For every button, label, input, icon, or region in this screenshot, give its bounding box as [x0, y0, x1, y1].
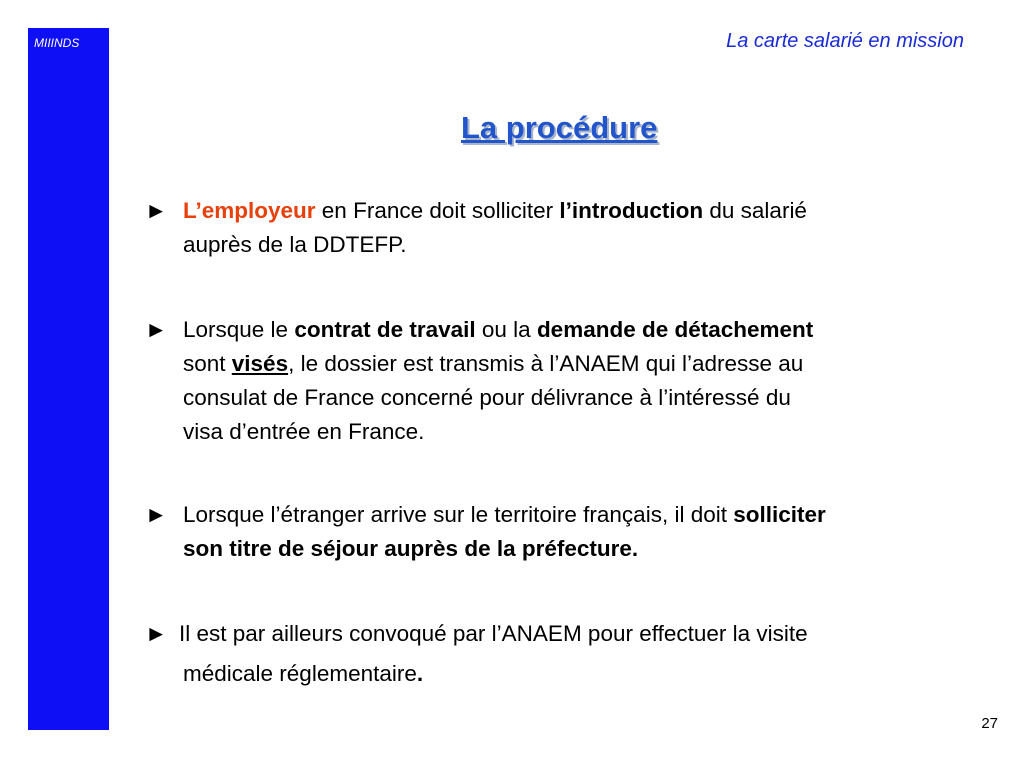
bullet-arrow-icon: ►: [145, 502, 168, 527]
introduction-term: l’introduction: [559, 198, 704, 223]
employer-term: L’employeur: [183, 198, 316, 223]
bullet-arrow-icon: ►: [145, 621, 168, 646]
page-number: 27: [981, 715, 998, 732]
contract-term: contrat de travail: [294, 317, 476, 342]
header-title: La carte salarié en mission: [726, 30, 964, 52]
slide-title: La procédure: [461, 110, 658, 145]
vises-term: visés: [231, 351, 289, 376]
detachment-term: demande de détachement: [536, 317, 814, 342]
bullet-contract: ► Lorsque le contrat de travail ou la demande de détachement sont visés, le dossier est transmis à l’ANAEM qui l’adresse au consulat de France concerné pour délivrance à l’intéressé du visa d’entrée en France.: [145, 313, 1005, 449]
bullet-arrival: ► Lorsque l’étranger arrive sur le territoire français, il doit solliciter son titre de séjour auprès de la préfecture.: [145, 498, 1005, 566]
sidebar-label: MIIINDS: [34, 36, 80, 50]
bullet-medical: ► Il est par ailleurs convoqué par l’ANAEM pour effectuer la visite médicale réglementaire.: [145, 614, 1005, 694]
bullet-arrow-icon: ►: [145, 198, 168, 223]
solliciter-term: solliciter: [733, 502, 826, 527]
bullet-employer: ► L’employeur en France doit solliciter l’introduction du salarié auprès de la DDTEFP.: [145, 194, 1005, 262]
sidebar-band: [28, 28, 109, 730]
bullet-arrow-icon: ►: [145, 317, 168, 342]
